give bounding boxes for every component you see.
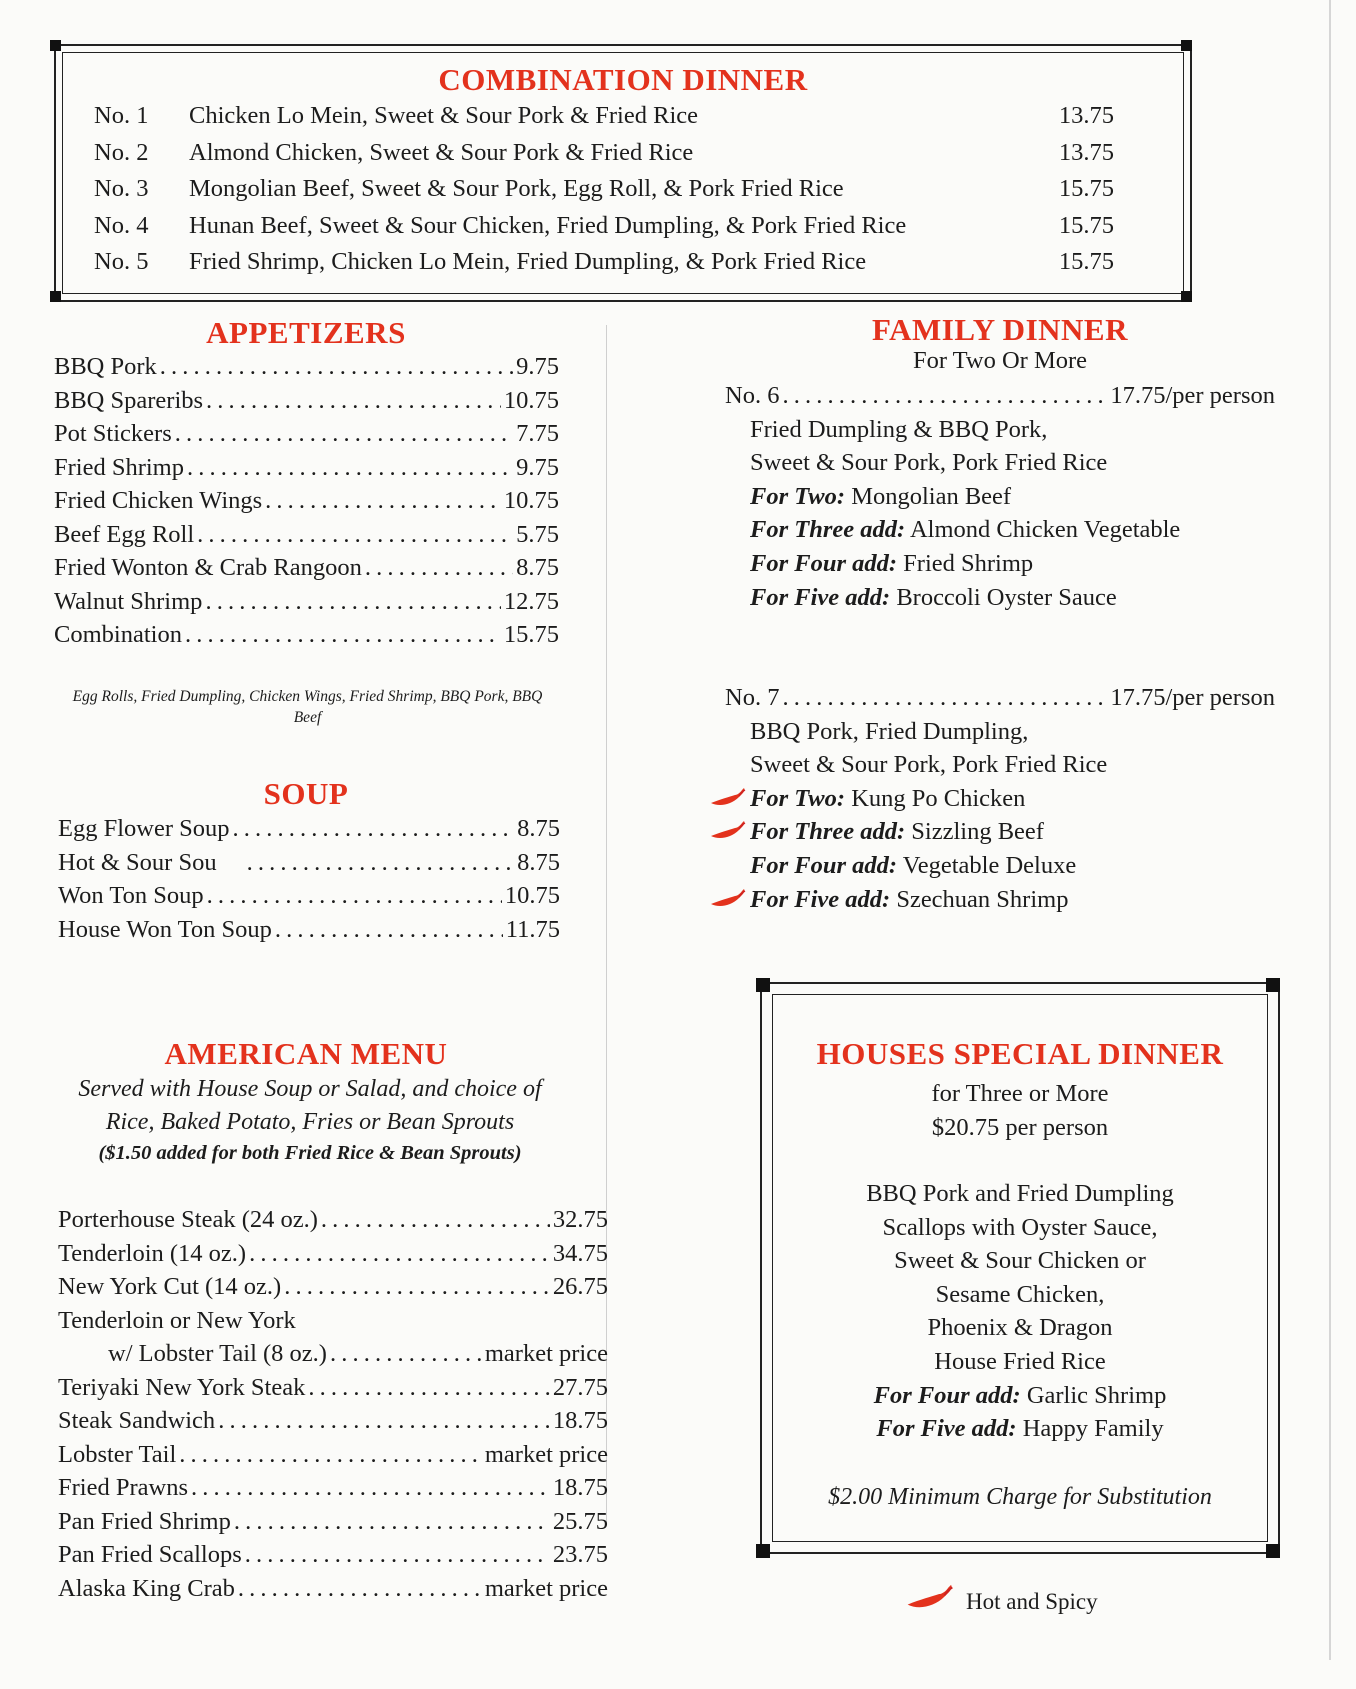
list-item: Fried Shrimp . . . 9.75 — [54, 451, 559, 485]
list-item: Beef Egg Roll . . . 5.75 — [54, 518, 559, 552]
list-item: BBQ Spareribs . . . 10.75 — [54, 384, 559, 418]
list-item: Sweet & Sour Chicken or — [894, 1247, 1146, 1275]
frame-corner — [1266, 978, 1280, 992]
family-no7-add: For Three add: Sizzling Beef — [725, 815, 1275, 849]
list-item: Sesame Chicken, — [935, 1280, 1105, 1308]
family-no6-add: For Two: Mongolian Beef — [750, 482, 1012, 510]
appetizers-list — [54, 350, 559, 652]
family-no7: No. 7 . . . 17.75/per person BBQ Pork, Fried Dumpling, Sweet & Sour Pork, Pork Fried Rice For Two: Kung Po Chicken For Three add: Sizzling Beef For Four add: Vegetable Deluxe For Five add: Szechuan Shrimp — [725, 681, 1275, 916]
american-surcharge: ($1.50 added for both Fried Rice & Bean Sprouts) — [98, 1142, 522, 1164]
list-item: No. 3 Mongolian Beef, Sweet & Sour Pork, Egg Roll, & Pork Fried Rice 15.75 — [94, 175, 1114, 202]
family-no6-add: For Four add: Fried Shrimp — [750, 549, 1034, 577]
special-add-five: For Five add: Happy Family — [876, 1415, 1164, 1443]
family-no7-add: For Five add: Szechuan Shrimp — [725, 883, 1275, 917]
special-title: HOUSES SPECIAL DINNER — [816, 1036, 1224, 1071]
list-item: Scallops with Oyster Sauce, — [882, 1213, 1158, 1241]
list-item: Porterhouse Steak (24 oz.) . . . 32.75 — [58, 1203, 608, 1237]
family-no7-add: For Two: Kung Po Chicken — [725, 782, 1275, 816]
frame-corner — [50, 291, 61, 302]
frame-corner — [756, 978, 770, 992]
family-no6-add: For Five add: Broccoli Oyster Sauce — [750, 583, 1117, 611]
frame-corner — [1181, 40, 1192, 51]
combination-title: COMBINATION DINNER — [438, 62, 808, 97]
family-no7-add: For Four add: Vegetable Deluxe — [750, 851, 1077, 879]
list-item: w/ Lobster Tail (8 oz.) . . . market price — [58, 1337, 608, 1371]
list-item: Tenderloin (14 oz.) . . . 34.75 — [58, 1237, 608, 1271]
soup-list — [58, 812, 560, 946]
frame-corner — [1181, 291, 1192, 302]
frame-corner — [756, 1544, 770, 1558]
list-item: Fried Wonton & Crab Rangoon . . . 8.75 — [54, 551, 559, 585]
list-item: Pan Fried Shrimp . . . 25.75 — [58, 1505, 608, 1539]
american-list — [58, 1203, 608, 1605]
list-item: Steak Sandwich . . . 18.75 — [58, 1404, 608, 1438]
list-item: Alaska King Crab . . . market price — [58, 1572, 608, 1606]
family-no6-header: No. 6 . . . 17.75/per person — [725, 379, 1275, 413]
list-item: No. 1 Chicken Lo Mein, Sweet & Sour Pork & Fried Rice 13.75 — [94, 102, 1114, 129]
special-add-four: For Four add: Garlic Shrimp — [873, 1381, 1167, 1409]
list-item: New York Cut (14 oz.) . . . 26.75 — [58, 1270, 608, 1304]
family-no7-header: No. 7 . . . 17.75/per person — [725, 681, 1275, 715]
special-intro: for Three or More $20.75 per person — [931, 1080, 1109, 1141]
list-item: Fried Chicken Wings . . . 10.75 — [54, 484, 559, 518]
list-item: Egg Flower Soup . . . 8.75 — [58, 812, 560, 846]
american-title: AMERICAN MENU — [164, 1036, 448, 1071]
list-item: Hot & Sour Sou . . . 8.75 — [58, 846, 560, 880]
list-item: Tenderloin or New York — [58, 1306, 296, 1334]
list-item: Teriyaki New York Steak . . . 27.75 — [58, 1371, 608, 1405]
combination-list — [94, 98, 1114, 281]
chili-pepper-icon — [709, 787, 747, 809]
page-edge — [1329, 0, 1331, 1660]
list-item: Pan Fried Scallops . . . 23.75 — [58, 1538, 608, 1572]
chili-pepper-icon — [709, 820, 747, 842]
list-item: Combination . . . 15.75 — [54, 618, 559, 652]
list-item: No. 5 Fried Shrimp, Chicken Lo Mein, Fried Dumpling, & Pork Fried Rice 15.75 — [94, 248, 1114, 275]
special-dishes — [760, 1177, 1280, 1446]
family-title: FAMILY DINNER — [872, 312, 1128, 347]
american-subtitle-1: Served with House Soup or Salad, and choice of — [78, 1076, 542, 1102]
frame-corner — [1266, 1544, 1280, 1558]
list-item: Lobster Tail . . . market price — [58, 1438, 608, 1472]
appetizers-title: APPETIZERS — [206, 315, 406, 350]
family-subtitle: For Two Or More — [912, 347, 1088, 374]
combination-note: Egg Rolls, Fried Dumpling, Chicken Wings, Fried Shrimp, BBQ Pork, BBQ Beef — [72, 688, 543, 726]
list-item: Pot Stickers . . . 7.75 — [54, 417, 559, 451]
soup-title: SOUP — [263, 776, 349, 811]
list-item: No. 2 Almond Chicken, Sweet & Sour Pork & Fried Rice 13.75 — [94, 138, 1114, 166]
chili-pepper-icon — [905, 1583, 955, 1613]
family-no6-add: For Three add: Almond Chicken Vegetable — [750, 516, 1181, 544]
list-item: Won Ton Soup . . . 10.75 — [58, 879, 560, 913]
list-item: House Won Ton Soup . . . 11.75 — [58, 913, 560, 947]
list-item: Walnut Shrimp . . . 12.75 — [54, 585, 559, 619]
substitution-note: $2.00 Minimum Charge for Substitution — [828, 1484, 1212, 1510]
american-subtitle-2: Rice, Baked Potato, Fries or Bean Sprouts — [105, 1109, 515, 1135]
list-item: House Fried Rice — [934, 1347, 1106, 1375]
frame-corner — [50, 40, 61, 51]
list-item: BBQ Pork . . . 9.75 — [54, 350, 559, 384]
list-item: Phoenix & Dragon — [927, 1314, 1113, 1342]
family-no6: No. 6 . . . 17.75/per person Fried Dumpling & BBQ Pork, Sweet & Sour Pork, Pork Fried Rice For Two: Mongolian Beef For Three add: Almond Chicken Vegetable For Four add: Fried Shrimp For Five add: Broccoli Oyster Sauce — [725, 379, 1275, 614]
chili-pepper-icon — [709, 888, 747, 910]
list-item: No. 4 Hunan Beef, Sweet & Sour Chicken, Fried Dumpling, & Pork Fried Rice 15.75 — [94, 211, 1114, 239]
legend-label: Hot and Spicy — [966, 1589, 1098, 1614]
list-item: Fried Prawns . . . 18.75 — [58, 1471, 608, 1505]
list-item: BBQ Pork and Fried Dumpling — [866, 1180, 1174, 1207]
